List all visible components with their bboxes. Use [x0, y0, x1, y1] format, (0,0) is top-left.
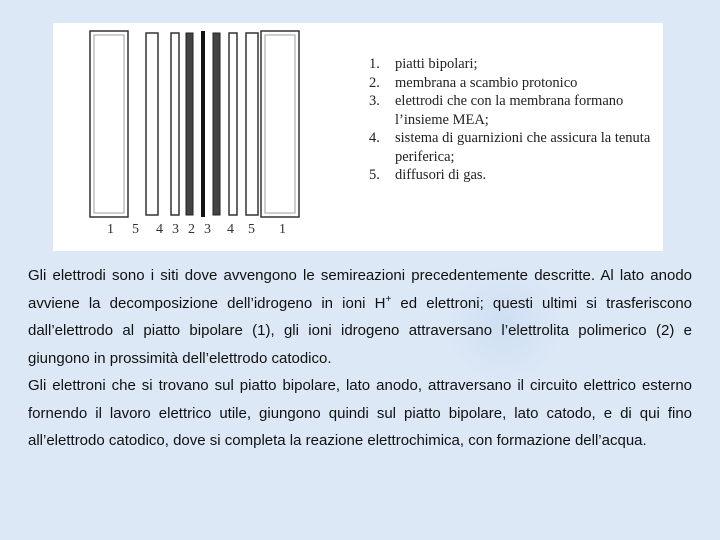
fuel-cell-figure	[53, 23, 663, 251]
electrode-left	[186, 33, 193, 215]
stack-label: 4	[227, 222, 234, 237]
figure-legend	[369, 55, 659, 185]
legend-item: 3. elettrodi che con la membrana formano l’insieme MEA;	[369, 93, 624, 128]
fuel-cell-stack-drawing	[53, 23, 373, 251]
legend-item: 4. sistema di guarnizioni che assicura la tenuta periferica;	[369, 130, 651, 165]
legend-item: 2. membrana a scambio protonico	[369, 74, 578, 91]
stack-label: 4	[156, 222, 163, 237]
bipolar-plate-right	[261, 31, 299, 217]
membrane	[201, 31, 205, 217]
gas-diffuser-right	[246, 33, 258, 215]
bipolar-plate-left	[90, 31, 128, 217]
electrode-right	[213, 33, 220, 215]
stack-label: 3	[172, 222, 179, 237]
gasket-right	[229, 33, 237, 215]
body-text	[28, 262, 692, 455]
paragraph-electrons: Gli elettroni che si trovano sul piatto bipolare, lato anodo, attraversano il circuito elettrico esterno fornendo il lavoro elettrico utile, giungono quindi sul piatto bipolare, lato catodo, e di qui fino all’elettrodo catodico, dove si completa la reazione elettrochimica, con formazione dell’acqua.	[28, 377, 692, 449]
gas-diffuser-left	[146, 33, 158, 215]
paragraph-anode: Gli elettrodi sono i siti dove avvengono le semireazioni precedentemente descritte. Al lato anodo avviene la decomposizione dell’idrogeno in ioni H+ ed elettroni; questi ultimi si trasferiscono dall’elettrodo al piatto bipolare (1), gli ioni idrogeno attraversano l’elettrolita polimerico (2) e giungono in prossimità dell’elettrodo catodico.	[28, 267, 692, 367]
legend-item: 5. diffusori di gas.	[369, 167, 487, 183]
gasket-left	[171, 33, 179, 215]
stack-label: 5	[132, 222, 139, 237]
stack-label: 5	[248, 222, 255, 237]
stack-label: 3	[204, 222, 211, 237]
stack-labels	[53, 222, 373, 240]
legend-item: 1. piatti bipolari;	[369, 56, 478, 72]
stack-label: 1	[279, 222, 286, 237]
stack-label: 1	[107, 222, 114, 237]
stack-label: 2	[188, 222, 195, 237]
